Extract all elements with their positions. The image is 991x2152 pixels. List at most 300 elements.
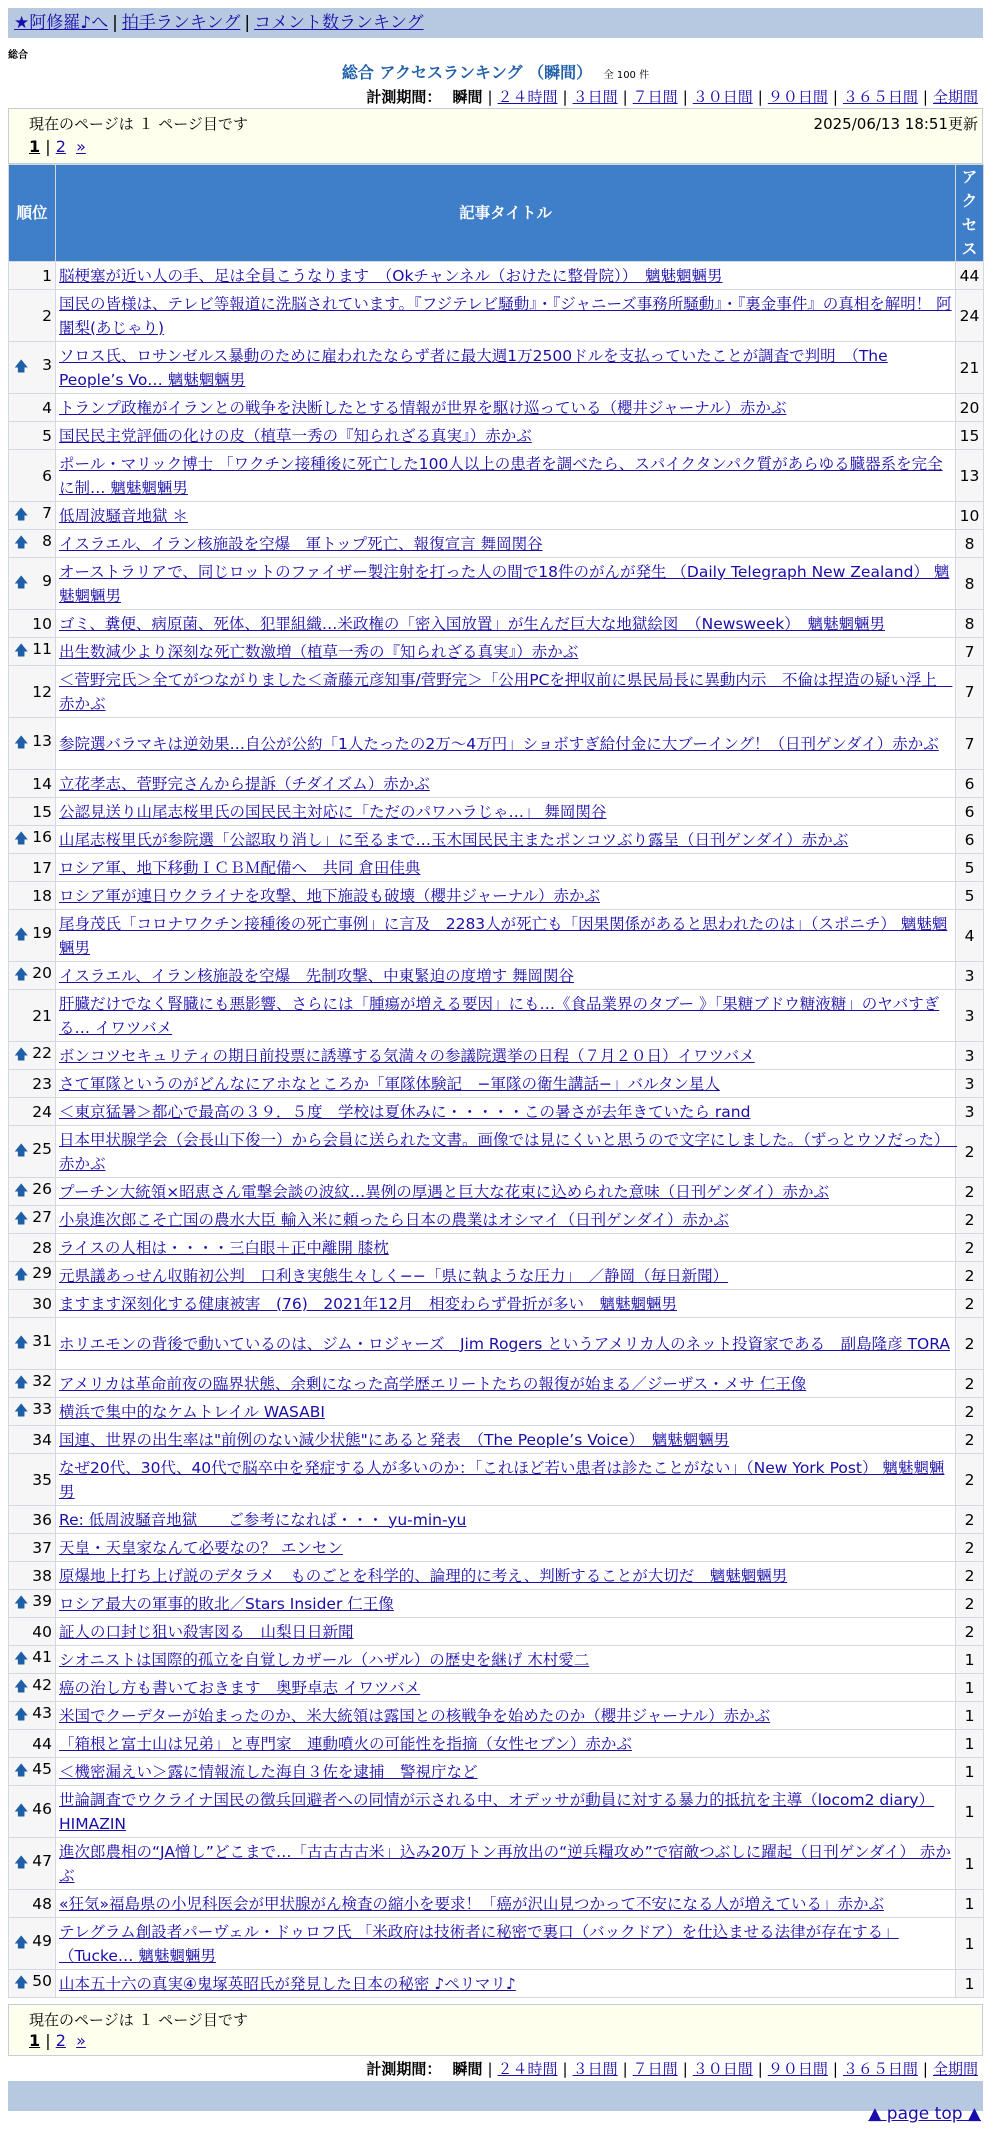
rank-up-arrow-icon: 🡅 bbox=[14, 1762, 29, 1779]
table-row bbox=[9, 1234, 984, 1262]
table-row bbox=[9, 1590, 984, 1618]
table-row bbox=[9, 558, 984, 610]
access-count: 13 bbox=[956, 450, 984, 502]
col-rank-header: 順位 bbox=[9, 165, 56, 262]
rank-up-arrow-icon: 🡅 bbox=[14, 1182, 29, 1199]
access-count: 6 bbox=[956, 770, 984, 798]
article-title-link[interactable]: 国民の皆様は、テレビ等報道に洗脳されています。『フジテレビ騒動』・『ジャニーズ事務所騒動』・『裏金事件』の真相を解明！ 阿闍梨(あじゃり) bbox=[59, 294, 952, 337]
title-cell bbox=[56, 1970, 956, 1998]
article-title-link[interactable]: 米国でクーデターが始まったのか、米大統領は露国との核戦争を始めたのか（櫻井ジャーナル）赤かぶ bbox=[59, 1706, 771, 1725]
title-cell bbox=[56, 1290, 956, 1318]
rank-up-arrow-icon: 🡅 bbox=[14, 1854, 29, 1871]
access-count: 1 bbox=[956, 1918, 984, 1970]
rank-number: 19 bbox=[32, 923, 52, 942]
access-count: 2 bbox=[956, 1534, 984, 1562]
rank-number: 45 bbox=[32, 1759, 52, 1778]
table-row bbox=[9, 1454, 984, 1506]
access-count: 2 bbox=[956, 1562, 984, 1590]
total-count: 全 100 件 bbox=[603, 70, 650, 81]
article-title-link[interactable]: ロシア軍、地下移動ＩＣＢＭ配備へ 共同 倉田佳典 bbox=[59, 858, 421, 877]
rank-up-arrow-icon: 🡅 bbox=[14, 642, 29, 659]
access-count: 6 bbox=[956, 798, 984, 826]
article-title-link[interactable]: 山尾志桜里氏が参院選「公認取り消し」に至るまで…玉木国民民主またポンコツぶり露呈（日刊ゲンダイ）赤かぶ bbox=[59, 830, 849, 849]
table-row bbox=[9, 990, 984, 1042]
article-title-link[interactable]: さて軍隊というのがどんなにアホなところか「軍隊体験記 −軍隊の衛生講話−」バルタン星人 bbox=[59, 1074, 720, 1093]
access-count: 2 bbox=[956, 1290, 984, 1318]
period-link-365d[interactable]: ３６５日間 bbox=[842, 88, 918, 106]
table-row bbox=[9, 666, 984, 718]
table-row bbox=[9, 882, 984, 910]
title-cell bbox=[56, 1646, 956, 1674]
page-link-2[interactable]: 2 bbox=[55, 137, 66, 156]
article-title-link[interactable]: «狂気»福島県の小児科医会が甲状腺がん検査の縮小を要求！「癌が沢山見つかって不安になる人が増えている」赤かぶ bbox=[59, 1894, 884, 1913]
rank-up-arrow-icon: 🡅 bbox=[14, 1802, 29, 1819]
rank-number: 49 bbox=[32, 1931, 52, 1950]
rank-cell bbox=[9, 1562, 56, 1590]
next-page-link[interactable]: » bbox=[76, 137, 86, 156]
rank-cell bbox=[9, 718, 56, 770]
rank-up-arrow-icon: 🡅 bbox=[14, 1934, 29, 1951]
rank-number: 22 bbox=[32, 1043, 52, 1062]
ranking-table bbox=[8, 164, 984, 1998]
rank-cell bbox=[9, 502, 56, 530]
article-title-link[interactable]: 原爆地上打ち上げ説のデタラメ ものごとを科学的、論理的に考え、判断することが大切だ 魑魅魍魎男 bbox=[59, 1566, 788, 1585]
article-title-link[interactable]: 国連、世界の出生率は"前例のない減少状態"にあると発表 （The People’s Voice） 魑魅魍魎男 bbox=[59, 1430, 730, 1449]
rank-number: 36 bbox=[32, 1510, 52, 1529]
rank-cell bbox=[9, 558, 56, 610]
rank-cell bbox=[9, 638, 56, 666]
period-link-all[interactable]: 全期間 bbox=[932, 2060, 978, 2078]
rank-number: 31 bbox=[32, 1331, 52, 1350]
table-row bbox=[9, 1786, 984, 1838]
article-title-link[interactable]: 小泉進次郎こそ亡国の農水大臣 輸入米に頼ったら日本の農業はオシマイ（日刊ゲンダイ）赤かぶ bbox=[59, 1210, 729, 1229]
access-count: 2 bbox=[956, 1234, 984, 1262]
rank-cell bbox=[9, 1370, 56, 1398]
access-count: 2 bbox=[956, 1178, 984, 1206]
article-title-link[interactable]: Re: 低周波騒音地獄 ご参考になれば・・・ yu-min-yu bbox=[59, 1510, 467, 1529]
rank-number: 12 bbox=[32, 682, 52, 701]
access-count: 1 bbox=[956, 1786, 984, 1838]
access-count: 2 bbox=[956, 1426, 984, 1454]
period-link-30d[interactable]: ３０日間 bbox=[692, 2060, 753, 2078]
rank-number: 8 bbox=[42, 531, 52, 550]
table-row bbox=[9, 962, 984, 990]
article-title-link[interactable]: ＜東京猛暑＞都心で最高の３９．５度 学校は夏休みに・・・・・この暑さが去年きていたら rand bbox=[59, 1102, 751, 1121]
period-link-30d[interactable]: ３０日間 bbox=[692, 88, 753, 106]
article-title-link[interactable]: イスラエル、イラン核施設を空爆 先制攻撃、中東緊迫の度増す 舞岡関谷 bbox=[59, 966, 575, 985]
bottom-bar bbox=[8, 2081, 983, 2111]
rank-cell bbox=[9, 1454, 56, 1506]
article-title-link[interactable]: オーストラリアで、同じロットのファイザー製注射を打った人の間で18件のがんが発生 （Daily Telegraph New Zealand） 魑魅魍魎男 bbox=[59, 562, 950, 605]
rank-number: 5 bbox=[42, 426, 52, 445]
rank-up-arrow-icon: 🡅 bbox=[14, 966, 29, 983]
rank-number: 7 bbox=[42, 503, 52, 522]
article-title-link[interactable]: ますます深刻化する健康被害 (76) 2021年12月 相変わらず骨折が多い 魑魅魍魎男 bbox=[59, 1294, 677, 1313]
period-current: 瞬間 bbox=[452, 2060, 483, 2078]
table-row bbox=[9, 502, 984, 530]
table-row bbox=[9, 1618, 984, 1646]
table-row bbox=[9, 1370, 984, 1398]
article-title-link[interactable]: 山本五十六の真実④鬼塚英昭氏が発見した日本の秘密 ♪ペリマリ♪ bbox=[59, 1974, 516, 1993]
title-cell bbox=[56, 394, 956, 422]
table-row bbox=[9, 798, 984, 826]
article-title-link[interactable]: ポール・マリック博士 「ワクチン接種後に死亡した100人以上の患者を調べたら、スパイクタンパク質があらゆる臓器系を完全に制… 魑魅魍魎男 bbox=[59, 454, 943, 497]
access-count: 2 bbox=[956, 1126, 984, 1178]
article-title-link[interactable]: イスラエル、イラン核施設を空爆 軍トップ死亡、報復宣言 舞岡関谷 bbox=[59, 534, 543, 553]
title-cell bbox=[56, 558, 956, 610]
table-row bbox=[9, 1534, 984, 1562]
rank-number: 15 bbox=[32, 802, 52, 821]
rank-cell bbox=[9, 1126, 56, 1178]
title-cell bbox=[56, 770, 956, 798]
table-row bbox=[9, 1890, 984, 1918]
title-cell bbox=[56, 450, 956, 502]
title-cell bbox=[56, 882, 956, 910]
title-cell bbox=[56, 262, 956, 290]
table-row bbox=[9, 1730, 984, 1758]
title-cell bbox=[56, 610, 956, 638]
period-link-365d[interactable]: ３６５日間 bbox=[842, 2060, 918, 2078]
title-cell bbox=[56, 910, 956, 962]
article-title-link[interactable]: 出生数減少より深刻な死亡数激増（植草一秀の『知られざる真実』）赤かぶ bbox=[59, 642, 579, 661]
title-cell bbox=[56, 502, 956, 530]
table-row bbox=[9, 826, 984, 854]
title-cell bbox=[56, 1506, 956, 1534]
rank-cell bbox=[9, 1838, 56, 1890]
title-cell bbox=[56, 638, 956, 666]
table-row bbox=[9, 1646, 984, 1674]
rank-cell bbox=[9, 1234, 56, 1262]
rank-number: 43 bbox=[32, 1703, 52, 1722]
rank-up-arrow-icon: 🡅 bbox=[14, 1650, 29, 1667]
article-title-link[interactable]: 低周波騒音地獄 ＊ bbox=[59, 506, 188, 525]
article-title-link[interactable]: ＜機密漏えい＞露に情報流した海自３佐を逮捕 警視庁など bbox=[59, 1762, 478, 1781]
rank-up-arrow-icon: 🡅 bbox=[14, 534, 29, 551]
title-cell bbox=[56, 290, 956, 342]
col-access-header: アクセス bbox=[956, 165, 984, 262]
article-title-link[interactable]: ロシア軍が連日ウクライナを攻撃、地下施設も破壊（櫻井ジャーナル）赤かぶ bbox=[59, 886, 600, 905]
rank-number: 50 bbox=[32, 1971, 52, 1990]
article-title-link[interactable]: 公認見送り山尾志桜里氏の国民民主対応に「ただのパワハラじゃ…」 舞岡関谷 bbox=[59, 802, 607, 821]
access-count: 3 bbox=[956, 1070, 984, 1098]
rank-number: 24 bbox=[32, 1102, 52, 1121]
rank-up-arrow-icon: 🡅 bbox=[14, 1594, 29, 1611]
article-title-link[interactable]: ホリエモンの背後で動いているのは、ジム・ロジャーズ Jim Rogers というアメリカ人のネット投資家である 副島隆彦 TORA bbox=[59, 1334, 950, 1353]
access-count: 15 bbox=[956, 422, 984, 450]
article-title-link[interactable]: テレグラム創設者パーヴェル・ドゥロフ氏 「米政府は技術者に秘密で裏口（バックドア）を仕込ませる法律が存在する」（Tucke… 魑魅魍魎男 bbox=[59, 1922, 899, 1965]
table-row bbox=[9, 1970, 984, 1998]
rank-number: 33 bbox=[32, 1399, 52, 1418]
rank-cell bbox=[9, 910, 56, 962]
article-title-link[interactable]: ＜菅野完氏＞全てがつながりました＜斎藤元彦知事/菅野完＞「公用PCを押収前に県民局長に異動内示 不倫は捏造の疑い浮上 赤かぶ bbox=[59, 670, 953, 713]
title-cell bbox=[56, 1042, 956, 1070]
table-row bbox=[9, 1318, 984, 1370]
access-count: 8 bbox=[956, 610, 984, 638]
article-title-link[interactable]: ゴミ、糞便、病原菌、死体、犯罪組織…米政権の「密入国放置」が生んだ巨大な地獄絵図 （Newsweek） 魑魅魍魎男 bbox=[59, 614, 885, 633]
update-time: 2025/06/13 18:51更新 bbox=[813, 115, 978, 133]
article-title-link[interactable]: 日本甲状腺学会（会長山下俊一）から会員に送られた文書。画像では見にくいと思うので文字にしました。（ずっとウソだった） 赤かぶ bbox=[59, 1130, 958, 1173]
period-link-24h[interactable]: ２４時間 bbox=[497, 88, 558, 106]
rank-up-arrow-icon: 🡅 bbox=[14, 926, 29, 943]
rank-number: 11 bbox=[32, 639, 52, 658]
period-link-3d[interactable]: ３日間 bbox=[572, 2060, 618, 2078]
table-row bbox=[9, 530, 984, 558]
rank-number: 39 bbox=[32, 1591, 52, 1610]
rank-number: 1 bbox=[42, 266, 52, 285]
access-count: 4 bbox=[956, 910, 984, 962]
category-label: 総合 bbox=[8, 50, 28, 61]
access-count: 8 bbox=[956, 558, 984, 610]
nav-separator: | bbox=[112, 13, 118, 33]
table-row bbox=[9, 1262, 984, 1290]
table-row bbox=[9, 394, 984, 422]
period-link-24h[interactable]: ２４時間 bbox=[497, 2060, 558, 2078]
rank-cell bbox=[9, 1534, 56, 1562]
title-cell bbox=[56, 854, 956, 882]
table-row bbox=[9, 1506, 984, 1534]
table-row bbox=[9, 262, 984, 290]
access-count: 3 bbox=[956, 1042, 984, 1070]
home-link[interactable]: ★阿修羅♪へ bbox=[14, 13, 109, 33]
table-row bbox=[9, 342, 984, 394]
article-title-link[interactable]: 横浜で集中的なケムトレイル WASABI bbox=[59, 1402, 325, 1421]
title-cell bbox=[56, 422, 956, 450]
article-title-link[interactable]: ボンコツセキュリティの期日前投票に誘導する気満々の参議院選挙の日程（７月２０日）イワツバメ bbox=[59, 1046, 755, 1065]
article-title-link[interactable]: 参院選バラマキは逆効果…自公が公約「1人たったの2万〜4万円」ショボすぎ給付金に大ブーイング！（日刊ゲンダイ）赤かぶ bbox=[59, 734, 939, 753]
current-page-text: 現在のページは １ ページ目です bbox=[29, 2011, 248, 2029]
article-title-link[interactable]: 天皇・天皇家なんて必要なの？ エンセン bbox=[59, 1538, 343, 1557]
rank-number: 29 bbox=[32, 1263, 52, 1282]
rank-up-arrow-icon: 🡅 bbox=[14, 1402, 29, 1419]
rank-number: 41 bbox=[32, 1647, 52, 1666]
page-info-bottom bbox=[8, 2004, 983, 2056]
table-row bbox=[9, 1206, 984, 1234]
table-row bbox=[9, 1562, 984, 1590]
rank-cell bbox=[9, 1042, 56, 1070]
table-row bbox=[9, 1838, 984, 1890]
rank-up-arrow-icon: 🡅 bbox=[14, 1334, 29, 1351]
rank-number: 44 bbox=[32, 1734, 52, 1753]
rank-cell bbox=[9, 1290, 56, 1318]
article-title-link[interactable]: なぜ20代、30代、40代で脳卒中を発症する人が多いのか：「これほど若い患者は診たことがない」（New York Post） 魑魅魍魎男 bbox=[59, 1458, 945, 1501]
title-cell bbox=[56, 1534, 956, 1562]
article-title-link[interactable]: 「箱根と富士山は兄弟」と専門家 連動噴火の可能性を指摘（女性セブン）赤かぶ bbox=[59, 1734, 632, 1753]
access-count: 2 bbox=[956, 1370, 984, 1398]
rank-cell bbox=[9, 1262, 56, 1290]
ranking-title: 総合 アクセスランキング （瞬間） bbox=[341, 63, 593, 82]
table-row bbox=[9, 1098, 984, 1126]
rank-cell bbox=[9, 1702, 56, 1730]
access-count: 3 bbox=[956, 1098, 984, 1126]
article-title-link[interactable]: 世論調査でウクライナ国民の徴兵回避者への同情が示される中、オデッサが動員に対する暴力的抵抗を主導（locom2 diary） HIMAZIN bbox=[59, 1790, 935, 1833]
table-row bbox=[9, 1290, 984, 1318]
rank-cell bbox=[9, 1918, 56, 1970]
title-cell bbox=[56, 1206, 956, 1234]
table-row bbox=[9, 1070, 984, 1098]
rank-cell bbox=[9, 666, 56, 718]
article-title-link[interactable]: 進次郎農相の“JA憎し”どこまで…「古古古古米」込み20万トン再放出の“逆兵糧攻め”で宿敵つぶしに躍起（日刊ゲンダイ） 赤かぶ bbox=[59, 1842, 951, 1885]
article-title-link[interactable]: プーチン大統領×昭恵さん電撃会談の波紋…異例の厚遇と巨大な花束に込められた意味（日刊ゲンダイ）赤かぶ bbox=[59, 1182, 830, 1201]
ranking-rows bbox=[9, 262, 984, 1998]
rank-cell bbox=[9, 1318, 56, 1370]
table-row bbox=[9, 610, 984, 638]
article-title-link[interactable]: アメリカは革命前夜の臨界状態、余剰になった高学歴エリートたちの報復が始まる／ジーザス・メサ 仁王像 bbox=[59, 1374, 807, 1393]
table-row bbox=[9, 770, 984, 798]
article-title-link[interactable]: ソロス氏、ロサンゼルス暴動のために雇われたならず者に最大週1万2500ドルを支払っていたことが調査で判明 （The People’s Vo… 魑魅魍魎男 bbox=[59, 346, 888, 389]
comment-ranking-link[interactable]: コメント数ランキング bbox=[254, 13, 424, 33]
rank-number: 30 bbox=[32, 1294, 52, 1313]
rank-number: 4 bbox=[42, 398, 52, 417]
period-link-3d[interactable]: ３日間 bbox=[572, 88, 618, 106]
table-row bbox=[9, 290, 984, 342]
next-page-link[interactable]: » bbox=[76, 2031, 86, 2050]
title-cell bbox=[56, 1618, 956, 1646]
access-count: 1 bbox=[956, 1674, 984, 1702]
title-cell bbox=[56, 1590, 956, 1618]
period-selector-top: 計測期間： 瞬間 | ２４時間 | ３日間 | ７日間 | ３０日間 | ９０日間 | ３６５日間 | 全期間 bbox=[366, 86, 983, 107]
rank-number: 26 bbox=[32, 1179, 52, 1198]
rank-number: 25 bbox=[32, 1139, 52, 1158]
rank-up-arrow-icon: 🡅 bbox=[14, 1974, 29, 1991]
rank-cell bbox=[9, 450, 56, 502]
page-top-link[interactable]: ▲ page top ▲ bbox=[868, 2104, 981, 2124]
rank-up-arrow-icon: 🡅 bbox=[14, 1374, 29, 1391]
title-cell bbox=[56, 1674, 956, 1702]
article-title-link[interactable]: 国民民主党評価の化けの皮（植草一秀の『知られざる真実』）赤かぶ bbox=[59, 426, 532, 445]
title-cell bbox=[56, 718, 956, 770]
access-count: 20 bbox=[956, 394, 984, 422]
title-cell bbox=[56, 1126, 956, 1178]
table-row bbox=[9, 1918, 984, 1970]
table-row bbox=[9, 718, 984, 770]
access-count: 1 bbox=[956, 1838, 984, 1890]
access-count: 1 bbox=[956, 1646, 984, 1674]
article-title-link[interactable]: 癌の治し方も書いておきます 奥野卓志 イワツバメ bbox=[59, 1678, 421, 1697]
rank-number: 34 bbox=[32, 1430, 52, 1449]
access-count: 3 bbox=[956, 962, 984, 990]
period-link-7d[interactable]: ７日間 bbox=[632, 88, 678, 106]
article-title-link[interactable]: 元県議あっせん収賄初公判 口利き実態生々しく−−「県に執ような圧力」 ／静岡（毎日新聞） bbox=[59, 1266, 729, 1285]
table-row bbox=[9, 638, 984, 666]
rank-up-arrow-icon: 🡅 bbox=[14, 1706, 29, 1723]
table-row bbox=[9, 450, 984, 502]
rank-number: 20 bbox=[32, 963, 52, 982]
access-count: 1 bbox=[956, 1758, 984, 1786]
access-count: 2 bbox=[956, 1590, 984, 1618]
access-count: 7 bbox=[956, 718, 984, 770]
rank-number: 23 bbox=[32, 1074, 52, 1093]
rank-up-arrow-icon: 🡅 bbox=[14, 1266, 29, 1283]
rank-cell bbox=[9, 1426, 56, 1454]
article-title-link[interactable]: 証人の口封じ狙い殺害図る 山梨日日新聞 bbox=[59, 1622, 354, 1641]
table-row bbox=[9, 1674, 984, 1702]
rank-number: 38 bbox=[32, 1566, 52, 1585]
access-count: 1 bbox=[956, 1890, 984, 1918]
access-count: 1 bbox=[956, 1970, 984, 1998]
article-title-link[interactable]: 尾身茂氏「コロナワクチン接種後の死亡事例」に言及 2283人が死亡も「因果関係があると思われたのは」（スポニチ） 魑魅魍魎男 bbox=[59, 914, 948, 957]
article-title-link[interactable]: ライスの人相は・・・・三白眼＋正中離開 膝枕 bbox=[59, 1238, 389, 1257]
table-row bbox=[9, 1126, 984, 1178]
current-page-text: 現在のページは １ ページ目です bbox=[29, 115, 248, 133]
rank-number: 32 bbox=[32, 1371, 52, 1390]
clap-ranking-link[interactable]: 拍手ランキング bbox=[121, 13, 241, 33]
title-cell bbox=[56, 1730, 956, 1758]
rank-up-arrow-icon: 🡅 bbox=[14, 734, 29, 751]
rank-cell bbox=[9, 854, 56, 882]
rank-cell bbox=[9, 1674, 56, 1702]
rank-cell bbox=[9, 1758, 56, 1786]
access-count: 5 bbox=[956, 882, 984, 910]
article-title-link[interactable]: 脳梗塞が近い人の手、足は全員こうなります （Okチャンネル（おけたに整骨院）） 魑魅魍魎男 bbox=[59, 266, 723, 285]
rank-number: 6 bbox=[42, 466, 52, 485]
rank-cell bbox=[9, 1730, 56, 1758]
period-link-90d[interactable]: ９０日間 bbox=[767, 2060, 828, 2078]
article-title-link[interactable]: 肝臓だけでなく腎臓にも悪影響、さらには「腫瘍が増える要因」にも…《食品業界のタブー 》「果糖ブドウ糖液糖」のヤバすぎる… イワツバメ bbox=[59, 994, 940, 1037]
period-link-90d[interactable]: ９０日間 bbox=[767, 88, 828, 106]
period-link-7d[interactable]: ７日間 bbox=[632, 2060, 678, 2078]
table-row bbox=[9, 1042, 984, 1070]
access-count: 3 bbox=[956, 990, 984, 1042]
page-title bbox=[0, 60, 991, 83]
rank-number: 35 bbox=[32, 1470, 52, 1489]
access-count: 1 bbox=[956, 1702, 984, 1730]
rank-cell bbox=[9, 610, 56, 638]
table-row bbox=[9, 422, 984, 450]
table-row bbox=[9, 910, 984, 962]
title-cell bbox=[56, 666, 956, 718]
rank-number: 46 bbox=[32, 1799, 52, 1818]
access-count: 44 bbox=[956, 262, 984, 290]
table-row bbox=[9, 1426, 984, 1454]
rank-number: 16 bbox=[32, 827, 52, 846]
title-cell bbox=[56, 1702, 956, 1730]
title-cell bbox=[56, 798, 956, 826]
title-cell bbox=[56, 1070, 956, 1098]
article-title-link[interactable]: シオニストは国際的孤立を自覚しカザール（ハザル）の歴史を継げ 木村愛二 bbox=[59, 1650, 590, 1669]
rank-up-arrow-icon: 🡅 bbox=[14, 830, 29, 847]
access-count: 1 bbox=[956, 1730, 984, 1758]
access-count: 2 bbox=[956, 1262, 984, 1290]
rank-number: 48 bbox=[32, 1894, 52, 1913]
rank-cell bbox=[9, 1398, 56, 1426]
access-count: 2 bbox=[956, 1318, 984, 1370]
title-cell bbox=[56, 1890, 956, 1918]
rank-number: 37 bbox=[32, 1538, 52, 1557]
rank-cell bbox=[9, 826, 56, 854]
rank-number: 27 bbox=[32, 1207, 52, 1226]
article-title-link[interactable]: 立花孝志、菅野完さんから提訴（チダイズム）赤かぶ bbox=[59, 774, 430, 793]
rank-cell bbox=[9, 262, 56, 290]
table-row bbox=[9, 854, 984, 882]
access-count: 2 bbox=[956, 1618, 984, 1646]
rank-cell bbox=[9, 798, 56, 826]
title-cell bbox=[56, 1426, 956, 1454]
rank-cell bbox=[9, 342, 56, 394]
article-title-link[interactable]: ロシア最大の軍事的敗北／Stars Insider 仁王像 bbox=[59, 1594, 394, 1613]
rank-cell bbox=[9, 1098, 56, 1126]
page-link-2[interactable]: 2 bbox=[55, 2031, 66, 2050]
period-link-all[interactable]: 全期間 bbox=[932, 88, 978, 106]
rank-cell bbox=[9, 1070, 56, 1098]
table-row bbox=[9, 1702, 984, 1730]
title-cell bbox=[56, 530, 956, 558]
access-count: 2 bbox=[956, 1506, 984, 1534]
title-cell bbox=[56, 1370, 956, 1398]
page-current: 1 bbox=[29, 137, 41, 156]
article-title-link[interactable]: トランプ政権がイランとの戦争を決断したとする情報が世界を駆け巡っている（櫻井ジャーナル）赤かぶ bbox=[59, 398, 787, 417]
rank-cell bbox=[9, 1618, 56, 1646]
rank-cell bbox=[9, 530, 56, 558]
